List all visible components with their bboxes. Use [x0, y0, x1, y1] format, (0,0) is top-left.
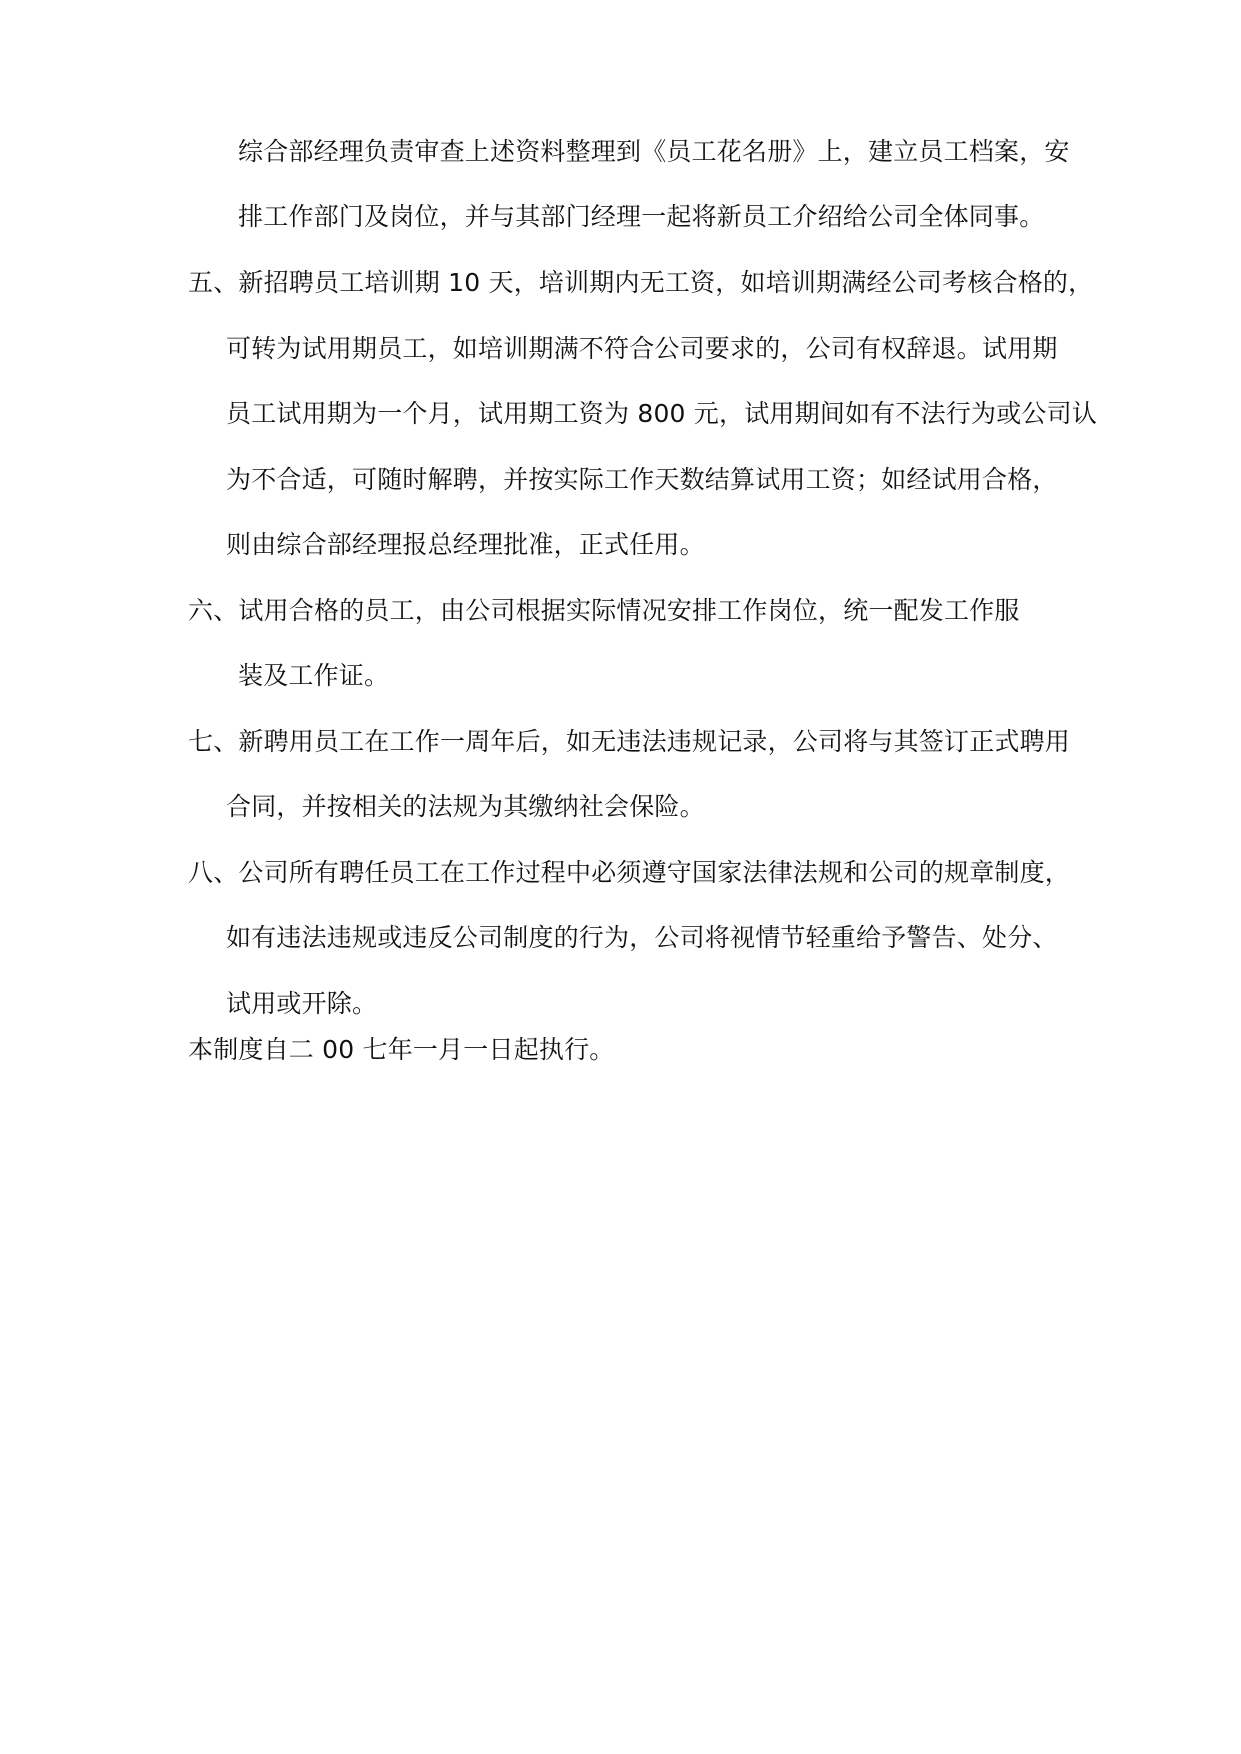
text-line-11: 合同，并按相关的法规为其缴纳社会保险。 — [226, 792, 705, 821]
text-line-10: 七、新聘用员工在工作一周年后，如无违法违规记录，公司将与其签订正式聘用 — [188, 727, 1071, 756]
text-line-9: 装及工作证。 — [238, 661, 390, 690]
text-line-15: 本制度自二 00 七年一月一日起执行。 — [188, 1035, 615, 1064]
text-line-13: 如有违法违规或违反公司制度的行为，公司将视情节轻重给予警告、处分、 — [226, 923, 1058, 952]
text-line-6: 为不合适，可随时解聘，并按实际工作天数结算试用工资；如经试用合格， — [226, 465, 1058, 494]
text-line-7: 则由综合部经理报总经理批准，正式任用。 — [226, 530, 705, 559]
text-line-2: 排工作部门及岗位，并与其部门经理一起将新员工介绍给公司全体同事。 — [238, 202, 1045, 231]
text-line-8: 六、试用合格的员工，由公司根据实际情况安排工作岗位，统一配发工作服 — [188, 596, 1020, 625]
text-line-1: 综合部经理负责审查上述资料整理到《员工花名册》上，建立员工档案，安 — [238, 137, 1070, 166]
text-line-14: 试用或开除。 — [226, 989, 378, 1018]
text-line-3: 五、新招聘员工培训期 10 天，培训期内无工资，如培训期满经公司考核合格的， — [188, 268, 1094, 297]
text-line-5: 员工试用期为一个月，试用期工资为 800 元，试用期间如有不法行为或公司认 — [226, 399, 1098, 428]
text-line-12: 八、公司所有聘任员工在工作过程中必须遵守国家法律法规和公司的规章制度， — [188, 858, 1071, 887]
text-line-4: 可转为试用期员工，如培训期满不符合公司要求的，公司有权辞退。试用期 — [226, 334, 1058, 363]
